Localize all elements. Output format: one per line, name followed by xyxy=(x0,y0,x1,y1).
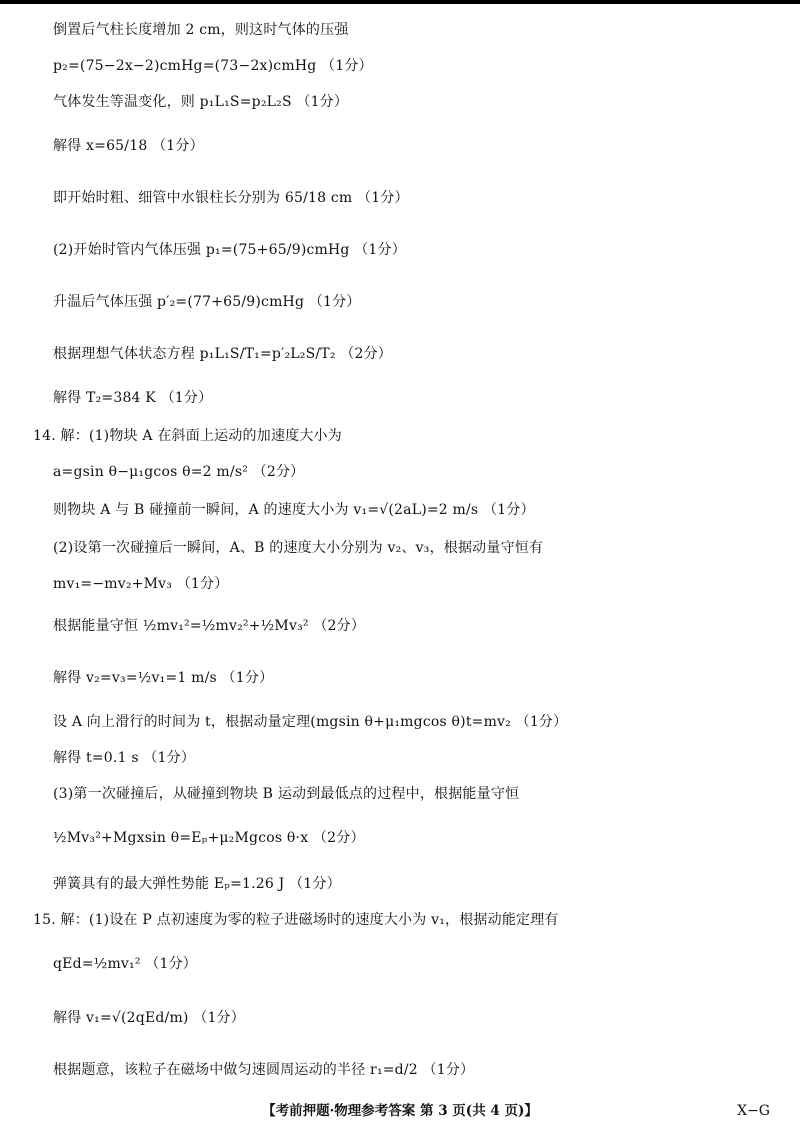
question-heading: 15. 解：(1)设在 P 点初速度为零的粒子进磁场时的速度大小为 v₁，根据动能定理有 xyxy=(33,912,559,928)
question-heading: 14. 解：(1)物块 A 在斜面上运动的加速度大小为 xyxy=(33,428,342,444)
answer-line: 解得 x=65/18 （1分） xyxy=(53,138,204,154)
answer-line: qEd=½mv₁² （1分） xyxy=(53,956,198,972)
answer-line: mv₁=−mv₂+Mv₃ （1分） xyxy=(53,576,229,592)
paper-code: X−G xyxy=(737,1103,770,1119)
answer-line: (3)第一次碰撞后，从碰撞到物块 B 运动到最低点的过程中，根据能量守恒 xyxy=(53,786,520,802)
answer-line: 解得 v₁=√(2qEd/m) （1分） xyxy=(53,1010,245,1026)
answer-line: 弹簧具有的最大弹性势能 Eₚ=1.26 J （1分） xyxy=(53,876,341,892)
answer-line: ½Mv₃²+Mgxsin θ=Eₚ+μ₂Mgcos θ·x （2分） xyxy=(53,830,365,846)
answer-line: (2)设第一次碰撞后一瞬间，A、B 的速度大小分别为 v₂、v₃，根据动量守恒有 xyxy=(53,540,544,556)
answer-line: 气体发生等温变化，则 p₁L₁S=p₂L₂S （1分） xyxy=(53,94,349,110)
answer-line: 根据题意，该粒子在磁场中做匀速圆周运动的半径 r₁=d/2 （1分） xyxy=(53,1062,475,1078)
answer-line: 解得 v₂=v₃=½v₁=1 m/s （1分） xyxy=(53,670,274,686)
answer-line: 倒置后气柱长度增加 2 cm，则这时气体的压强 xyxy=(53,22,349,38)
answer-line: a=gsin θ−μ₁gcos θ=2 m/s² （2分） xyxy=(53,464,305,480)
answer-line: p₂=(75−2x−2)cmHg=(73−2x)cmHg （1分） xyxy=(53,58,373,74)
answer-line: 即开始时粗、细管中水银柱长分别为 65/18 cm （1分） xyxy=(53,190,409,206)
answer-line: 解得 T₂=384 K （1分） xyxy=(53,390,213,406)
answer-line: 解得 t=0.1 s （1分） xyxy=(53,750,196,766)
answer-line: 根据能量守恒 ½mv₁²=½mv₂²+½Mv₃² （2分） xyxy=(53,618,366,634)
page-footer: 【考前押题·物理参考答案 第 3 页(共 4 页)】 xyxy=(262,1103,538,1119)
answer-line: 根据理想气体状态方程 p₁L₁S/T₁=p′₂L₂S/T₂ （2分） xyxy=(53,346,392,362)
answer-line: 则物块 A 与 B 碰撞前一瞬间，A 的速度大小为 v₁=√(2aL)=2 m/s （1分） xyxy=(53,502,535,518)
answer-line: 升温后气体压强 p′₂=(77+65/9)cmHg （1分） xyxy=(53,294,361,310)
answer-line: (2)开始时管内气体压强 p₁=(75+65/9)cmHg （1分） xyxy=(53,242,406,258)
answer-line: 设 A 向上滑行的时间为 t，根据动量定理(mgsin θ+μ₁mgcos θ)t=mv₂ （1分） xyxy=(53,714,568,730)
top-border-rule xyxy=(0,0,800,4)
